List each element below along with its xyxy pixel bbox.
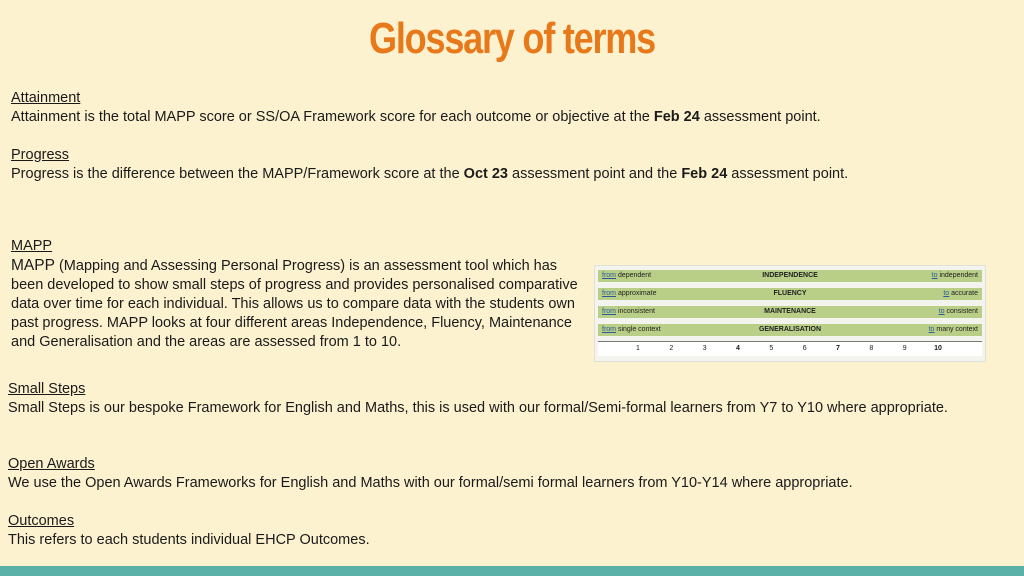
date-highlight: Oct 23 [463, 166, 509, 182]
glossary-entry-open-awards [8, 455, 1008, 493]
mapp-scale-tick: 1 [636, 345, 640, 352]
mapp-scale-tick: 8 [869, 345, 874, 352]
term-definition: Small Steps is our bespoke Framework for English and Maths, this is used with our formal/Semi-formal learners from Y7 to Y10 where appropriate. [8, 400, 948, 416]
glossary-entry-outcomes [8, 512, 1008, 550]
mapp-row-from: from dependent [602, 272, 652, 279]
footer-bar [0, 566, 1024, 576]
mapp-row-area: FLUENCY [773, 290, 807, 297]
date-highlight: Feb 24 [653, 109, 700, 125]
mapp-row-from: from approximate [602, 290, 657, 297]
mapp-row-area: INDEPENDENCE [762, 272, 818, 279]
definition-text: assessment point. [699, 109, 821, 125]
mapp-scale-tick: 2 [669, 345, 674, 352]
definition-lead: MAPP [11, 257, 55, 274]
mapp-row-to: to consistent [938, 308, 978, 315]
mapp-row-to: to independent [931, 272, 978, 279]
mapp-scale-tick: 10 [934, 345, 942, 352]
mapp-row-from: from single context [602, 326, 661, 333]
glossary-entry-small-steps [8, 380, 1008, 418]
definition-text: assessment point and the [508, 166, 682, 182]
term-heading: Progress [11, 147, 70, 163]
term-definition: We use the Open Awards Frameworks for English and Maths with our formal/semi formal learners from Y10-Y14 where appropriate. [8, 475, 853, 491]
mapp-row [598, 270, 982, 282]
mapp-row-to: to accurate [943, 290, 978, 297]
mapp-row-area: GENERALISATION [758, 326, 822, 333]
definition-text: Attainment is the total MAPP score or SS/OA Framework score for each outcome or objective at the [11, 109, 654, 125]
mapp-row [598, 288, 982, 300]
mapp-scale-figure [594, 265, 986, 362]
term-heading: Open Awards [8, 456, 95, 472]
term-definition [11, 165, 1011, 184]
term-definition [11, 108, 1011, 127]
mapp-scale-tick: 3 [702, 345, 707, 352]
mapp-scale-tick: 6 [802, 345, 807, 352]
definition-text: Progress is the difference between the MAPP/Framework score at the [11, 166, 464, 182]
glossary-entry-progress [11, 146, 1011, 184]
glossary-entry-attainment [11, 89, 1011, 127]
mapp-scale-tick: 4 [736, 345, 740, 352]
glossary-entry-mapp [11, 237, 581, 352]
page-title: Glossary of terms [369, 14, 655, 63]
mapp-row [598, 324, 982, 336]
mapp-row-from: from inconsistent [602, 308, 655, 315]
term-definition [11, 256, 581, 352]
term-definition: This refers to each students individual EHCP Outcomes. [8, 532, 370, 548]
definition-text: assessment point. [727, 166, 849, 182]
term-heading: Attainment [11, 90, 81, 106]
date-highlight: Feb 24 [681, 166, 728, 182]
mapp-row-to: to many context [928, 326, 978, 333]
term-heading: MAPP [11, 238, 53, 254]
mapp-scale-tick: 7 [836, 345, 840, 352]
mapp-scale-tick: 9 [902, 345, 907, 352]
mapp-row [598, 306, 982, 318]
definition-text: (Mapping and Assessing Personal Progress) is an assessment tool which has been developed to show small steps of progress and provides personalised comparative data over time for each individual. This allows us to compare data with the students own past progress. MAPP looks at four different areas Independence, Fluency, Maintenance and Generalisation and the areas are assessed from 1 to 10. [11, 258, 578, 350]
term-heading: Outcomes [8, 513, 75, 529]
mapp-scale [598, 341, 982, 356]
mapp-scale-tick: 5 [769, 345, 774, 352]
term-heading: Small Steps [8, 381, 86, 397]
mapp-row-area: MAINTENANCE [764, 308, 816, 315]
